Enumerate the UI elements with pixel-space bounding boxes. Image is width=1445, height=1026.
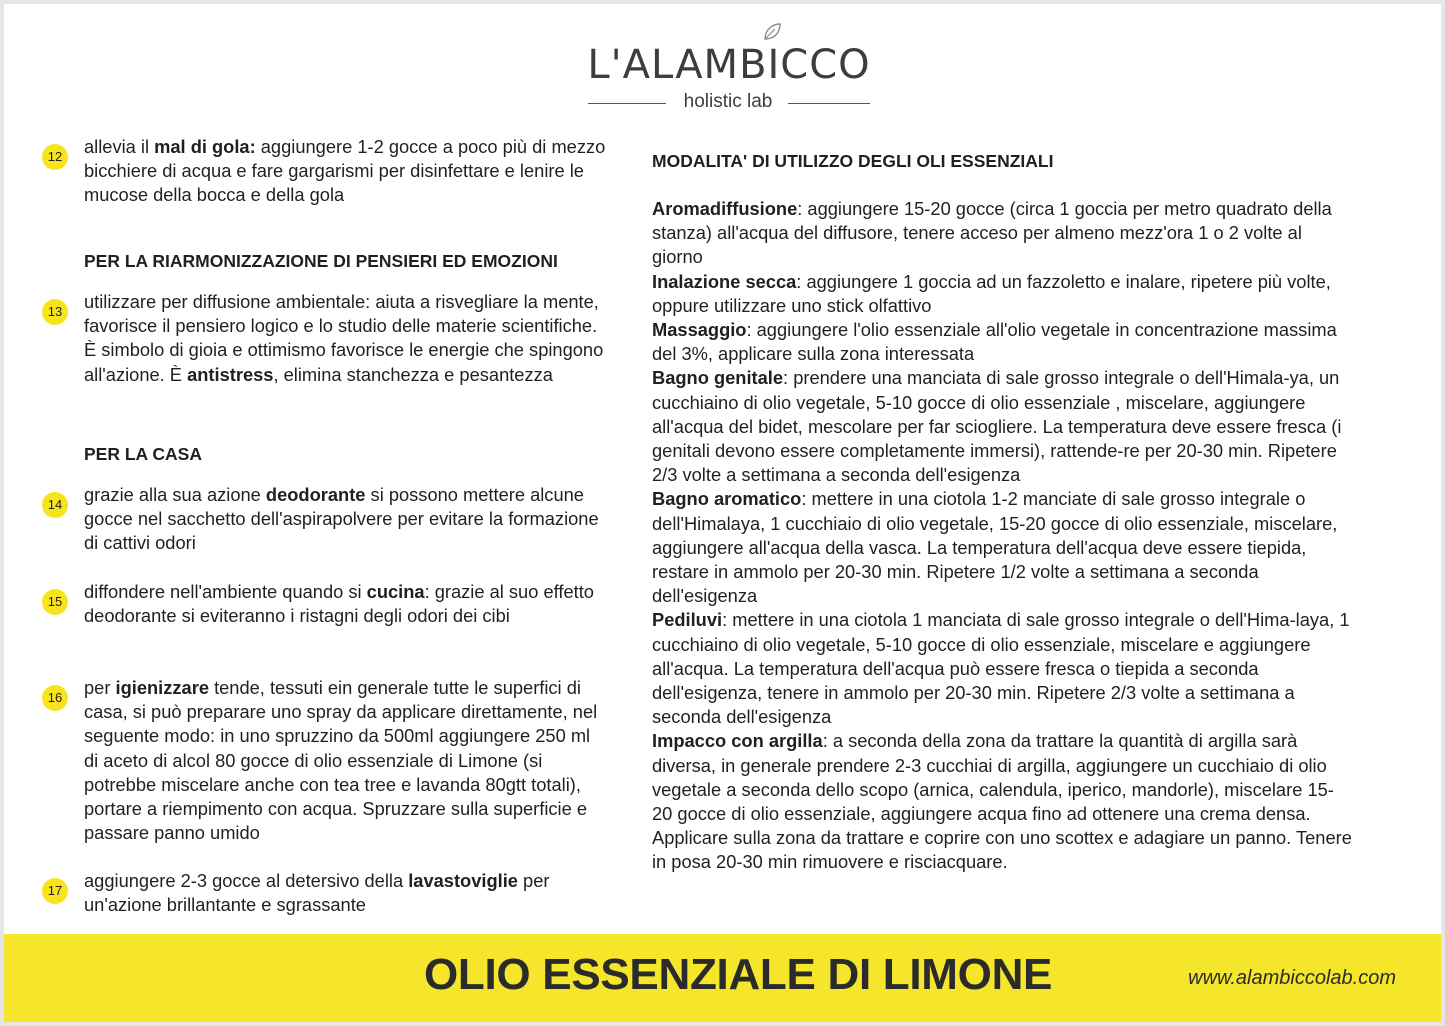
section-heading-emozioni: PER LA RIARMONIZZAZIONE DI PENSIERI ED EMOZIONI: [84, 251, 558, 271]
logo-divider-right: [788, 103, 870, 104]
method-massaggio: Massaggio: aggiungere l'olio essenziale all'olio vegetale in concentrazione massima del 3%, applicare sulla zona interessata: [652, 319, 1337, 365]
method-bagno-genitale: Bagno genitale: prendere una manciata di sale grosso integrale o dell'Himala-ya, un cucchiaino di olio vegetale, 5-10 gocce di olio essenziale , miscelare, aggiungere all'acqua del bidet, mescolare per far sciogliere. La temperatura deve essere fresca (i genitali devono essere completamente immersi), rattende-re per 20-30 min. Ripetere 2/3 volte a settimana a seconda dell'esigenza: [652, 367, 1342, 486]
method-bagno-aromatico: Bagno aromatico: mettere in una ciotola 1-2 manciate di sale grosso integrale o dell'Himalaya, 1 cucchiaio di olio vegetale, 15-20 gocce di olio essenziale, miscelare, aggiungere all'acqua della vasca. La temperatura dell'acqua deve essere tiepida, restare in ammolo per 20-30 min. Ripetere 1/2 volte a settimana a seconda dell'esigenza: [652, 488, 1338, 607]
website-url: www.alambiccolab.com: [1188, 967, 1396, 989]
number-badge: 17: [42, 878, 68, 904]
method-inalazione-secca: Inalazione secca: aggiungere 1 goccia ad un fazzoletto e inalare, ripetere più volte, oppure utilizzare uno stick olfattivo: [652, 270, 1331, 316]
number-badge: 13: [42, 299, 68, 325]
brand-tagline: holistic lab: [683, 91, 773, 112]
item-text: allevia il mal di gola: aggiungere 1-2 gocce a poco più di mezzo bicchiere di acqua e fare gargarismi per disinfettare e lenire le mucose della bocca e della gola: [84, 136, 606, 206]
item-text: aggiungere 2-3 gocce al detersivo della lavastoviglie per un'azione brillantante e sgrassante: [84, 870, 550, 916]
number-badge: 14: [42, 492, 68, 518]
method-impacco-argilla: Impacco con argilla: a seconda della zona da trattare la quantità di argilla sarà diversa, in generale prendere 2-3 cucchiai di argilla, aggiungere un cucchiaio di olio vegetale a seconda dello scopo (arnica, calendula, iperico, mandorle), miscelare 15-20 gocce di olio essenziale, aggiungere acqua fino ad ottenere una crema densa. Applicare sulla zona da trattare e coprire con uno scottex e adagiare un panno. Tenere in posa 20-30 min rimuovere e risciacquare.: [652, 730, 1352, 873]
usage-methods: [652, 197, 1352, 875]
leaf-icon: [761, 21, 783, 43]
section-heading-casa: PER LA CASA: [84, 444, 202, 464]
item-text: diffondere nell'ambiente quando si cucina: grazie al suo effetto deodorante si eviteranno i ristagni degli odori dei cibi: [84, 581, 594, 627]
item-text: per igienizzare tende, tessuti ein generale tutte le superfici di casa, si può preparare uno spray da applicare direttamente, nel seguente modo: in uno spruzzino da 500ml aggiungere 250 ml di aceto di alcol 80 gocce di olio essenziale di Limone (si potrebbe miscelare anche con tea tree e lavanda 80gtt totali), portare a riempimento con acqua. Spruzzare sulla superficie e passare panno umido: [84, 677, 598, 844]
number-badge: 12: [42, 144, 68, 170]
brand-logo: [584, 24, 884, 116]
product-title: OLIO ESSENZIALE DI LIMONE: [424, 950, 1053, 999]
logo-divider-left: [588, 103, 666, 104]
usage-heading: MODALITA' DI UTILIZZO DEGLI OLI ESSENZIALI: [652, 151, 1054, 171]
item-text: utilizzare per diffusione ambientale: aiuta a risvegliare la mente, favorisce il pensiero logico e lo studio delle materie scientifiche. È simbolo di gioia e ottimismo favorisce le energie che spingono all'azione. È antistress, elimina stanchezza e pesantezza: [84, 291, 604, 385]
number-badge: 15: [42, 589, 68, 615]
footer-banner: [4, 934, 1441, 1022]
method-pediluvi: Pediluvi: mettere in una ciotola 1 manciata di sale grosso integrale o dell'Hima-laya, 1 cucchiaino di olio vegetale, 5-10 gocce di olio essenziale, miscelare e aggiungere all'acqua. La temperatura dell'acqua può essere fresca o tiepida a seconda dell'esigenza, tenere in ammolo per 20-30 min. Ripetere 2/3 volte a settimana a seconda dell'esigenza: [652, 609, 1350, 728]
method-aromadiffusione: Aromadiffusione: aggiungere 15-20 gocce (circa 1 goccia per metro quadrato della stanza) all'acqua del diffusore, tenere acceso per almeno mezz'ora 1 o 2 volte al giorno: [652, 198, 1332, 268]
number-badge: 16: [42, 685, 68, 711]
item-text: grazie alla sua azione deodorante si possono mettere alcune gocce nel sacchetto dell'aspirapolvere per evitare la formazione di cattivi odori: [84, 484, 599, 554]
page-sheet: [4, 4, 1441, 1022]
brand-name: L'ALAMBICCO: [587, 42, 871, 88]
